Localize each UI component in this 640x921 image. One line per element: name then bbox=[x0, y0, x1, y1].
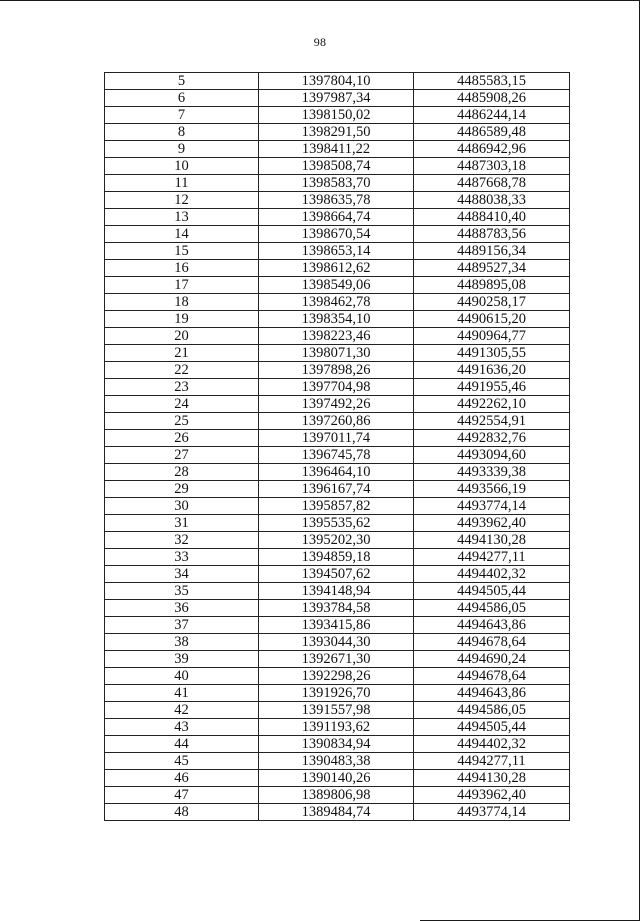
y-coordinate-cell: 4490258,17 bbox=[414, 294, 570, 311]
point-number-cell: 36 bbox=[105, 600, 259, 617]
x-coordinate-cell: 1398664,74 bbox=[259, 209, 414, 226]
point-number-cell: 12 bbox=[105, 192, 259, 209]
x-coordinate-cell: 1393044,30 bbox=[259, 634, 414, 651]
y-coordinate-cell: 4494277,11 bbox=[414, 549, 570, 566]
point-number-cell: 20 bbox=[105, 328, 259, 345]
point-number-cell: 29 bbox=[105, 481, 259, 498]
y-coordinate-cell: 4492262,10 bbox=[414, 396, 570, 413]
x-coordinate-cell: 1398612,62 bbox=[259, 260, 414, 277]
y-coordinate-cell: 4488038,33 bbox=[414, 192, 570, 209]
y-coordinate-cell: 4494643,86 bbox=[414, 617, 570, 634]
table-row bbox=[105, 787, 570, 804]
y-coordinate-cell: 4488410,40 bbox=[414, 209, 570, 226]
point-number-cell: 37 bbox=[105, 617, 259, 634]
x-coordinate-cell: 1394507,62 bbox=[259, 566, 414, 583]
y-coordinate-cell: 4494586,05 bbox=[414, 702, 570, 719]
x-coordinate-cell: 1397804,10 bbox=[259, 73, 414, 90]
table-row bbox=[105, 566, 570, 583]
point-number-cell: 24 bbox=[105, 396, 259, 413]
table-row bbox=[105, 651, 570, 668]
y-coordinate-cell: 4491305,55 bbox=[414, 345, 570, 362]
x-coordinate-cell: 1398150,02 bbox=[259, 107, 414, 124]
x-coordinate-cell: 1398411,22 bbox=[259, 141, 414, 158]
x-coordinate-cell: 1390834,94 bbox=[259, 736, 414, 753]
x-coordinate-cell: 1398549,06 bbox=[259, 277, 414, 294]
point-number-cell: 9 bbox=[105, 141, 259, 158]
table-row bbox=[105, 294, 570, 311]
point-number-cell: 47 bbox=[105, 787, 259, 804]
table-row bbox=[105, 430, 570, 447]
table-row bbox=[105, 175, 570, 192]
point-number-cell: 31 bbox=[105, 515, 259, 532]
point-number-cell: 21 bbox=[105, 345, 259, 362]
table-row bbox=[105, 804, 570, 821]
table-row bbox=[105, 464, 570, 481]
y-coordinate-cell: 4494402,32 bbox=[414, 736, 570, 753]
table-row bbox=[105, 379, 570, 396]
y-coordinate-cell: 4494690,24 bbox=[414, 651, 570, 668]
scan-border-top bbox=[0, 0, 640, 1]
x-coordinate-cell: 1392671,30 bbox=[259, 651, 414, 668]
table-row bbox=[105, 277, 570, 294]
point-number-cell: 22 bbox=[105, 362, 259, 379]
table-row bbox=[105, 481, 570, 498]
x-coordinate-cell: 1390140,26 bbox=[259, 770, 414, 787]
point-number-cell: 6 bbox=[105, 90, 259, 107]
point-number-cell: 11 bbox=[105, 175, 259, 192]
point-number-cell: 18 bbox=[105, 294, 259, 311]
y-coordinate-cell: 4487303,18 bbox=[414, 158, 570, 175]
y-coordinate-cell: 4494678,64 bbox=[414, 668, 570, 685]
x-coordinate-cell: 1398583,70 bbox=[259, 175, 414, 192]
y-coordinate-cell: 4492554,91 bbox=[414, 413, 570, 430]
y-coordinate-cell: 4490615,20 bbox=[414, 311, 570, 328]
table-row bbox=[105, 396, 570, 413]
table-row bbox=[105, 583, 570, 600]
x-coordinate-cell: 1397704,98 bbox=[259, 379, 414, 396]
x-coordinate-cell: 1396167,74 bbox=[259, 481, 414, 498]
table-row bbox=[105, 124, 570, 141]
x-coordinate-cell: 1398508,74 bbox=[259, 158, 414, 175]
y-coordinate-cell: 4493774,14 bbox=[414, 804, 570, 821]
coordinates-table-body bbox=[105, 73, 570, 821]
point-number-cell: 45 bbox=[105, 753, 259, 770]
table-row bbox=[105, 702, 570, 719]
table-row bbox=[105, 73, 570, 90]
table-row bbox=[105, 685, 570, 702]
y-coordinate-cell: 4485583,15 bbox=[414, 73, 570, 90]
page-number: 98 bbox=[313, 35, 327, 49]
table-row bbox=[105, 617, 570, 634]
x-coordinate-cell: 1389806,98 bbox=[259, 787, 414, 804]
y-coordinate-cell: 4494505,44 bbox=[414, 583, 570, 600]
table-row bbox=[105, 770, 570, 787]
point-number-cell: 32 bbox=[105, 532, 259, 549]
y-coordinate-cell: 4487668,78 bbox=[414, 175, 570, 192]
point-number-cell: 16 bbox=[105, 260, 259, 277]
y-coordinate-cell: 4486244,14 bbox=[414, 107, 570, 124]
y-coordinate-cell: 4490964,77 bbox=[414, 328, 570, 345]
table-row bbox=[105, 549, 570, 566]
point-number-cell: 43 bbox=[105, 719, 259, 736]
table-row bbox=[105, 719, 570, 736]
table-row bbox=[105, 532, 570, 549]
point-number-cell: 41 bbox=[105, 685, 259, 702]
point-number-cell: 7 bbox=[105, 107, 259, 124]
x-coordinate-cell: 1396464,10 bbox=[259, 464, 414, 481]
table-row bbox=[105, 447, 570, 464]
y-coordinate-cell: 4489527,34 bbox=[414, 260, 570, 277]
x-coordinate-cell: 1395857,82 bbox=[259, 498, 414, 515]
y-coordinate-cell: 4486942,96 bbox=[414, 141, 570, 158]
x-coordinate-cell: 1398354,10 bbox=[259, 311, 414, 328]
point-number-cell: 15 bbox=[105, 243, 259, 260]
point-number-cell: 40 bbox=[105, 668, 259, 685]
table-row bbox=[105, 600, 570, 617]
table-row bbox=[105, 515, 570, 532]
table-row bbox=[105, 107, 570, 124]
y-coordinate-cell: 4494402,32 bbox=[414, 566, 570, 583]
y-coordinate-cell: 4493774,14 bbox=[414, 498, 570, 515]
y-coordinate-cell: 4493339,38 bbox=[414, 464, 570, 481]
point-number-cell: 8 bbox=[105, 124, 259, 141]
table-row bbox=[105, 192, 570, 209]
x-coordinate-cell: 1397987,34 bbox=[259, 90, 414, 107]
point-number-cell: 38 bbox=[105, 634, 259, 651]
y-coordinate-cell: 4494586,05 bbox=[414, 600, 570, 617]
point-number-cell: 23 bbox=[105, 379, 259, 396]
x-coordinate-cell: 1396745,78 bbox=[259, 447, 414, 464]
x-coordinate-cell: 1393784,58 bbox=[259, 600, 414, 617]
table-row bbox=[105, 345, 570, 362]
y-coordinate-cell: 4493566,19 bbox=[414, 481, 570, 498]
table-row bbox=[105, 141, 570, 158]
y-coordinate-cell: 4494130,28 bbox=[414, 770, 570, 787]
table-row bbox=[105, 226, 570, 243]
y-coordinate-cell: 4494130,28 bbox=[414, 532, 570, 549]
y-coordinate-cell: 4493094,60 bbox=[414, 447, 570, 464]
table-row bbox=[105, 736, 570, 753]
x-coordinate-cell: 1392298,26 bbox=[259, 668, 414, 685]
point-number-cell: 28 bbox=[105, 464, 259, 481]
y-coordinate-cell: 4494678,64 bbox=[414, 634, 570, 651]
point-number-cell: 5 bbox=[105, 73, 259, 90]
x-coordinate-cell: 1390483,38 bbox=[259, 753, 414, 770]
x-coordinate-cell: 1397260,86 bbox=[259, 413, 414, 430]
y-coordinate-cell: 4494643,86 bbox=[414, 685, 570, 702]
x-coordinate-cell: 1398291,50 bbox=[259, 124, 414, 141]
point-number-cell: 13 bbox=[105, 209, 259, 226]
point-number-cell: 33 bbox=[105, 549, 259, 566]
table-row bbox=[105, 158, 570, 175]
table-row bbox=[105, 668, 570, 685]
x-coordinate-cell: 1397898,26 bbox=[259, 362, 414, 379]
y-coordinate-cell: 4488783,56 bbox=[414, 226, 570, 243]
point-number-cell: 19 bbox=[105, 311, 259, 328]
y-coordinate-cell: 4493962,40 bbox=[414, 787, 570, 804]
x-coordinate-cell: 1394859,18 bbox=[259, 549, 414, 566]
x-coordinate-cell: 1397492,26 bbox=[259, 396, 414, 413]
y-coordinate-cell: 4489156,34 bbox=[414, 243, 570, 260]
point-number-cell: 17 bbox=[105, 277, 259, 294]
point-number-cell: 39 bbox=[105, 651, 259, 668]
y-coordinate-cell: 4485908,26 bbox=[414, 90, 570, 107]
point-number-cell: 10 bbox=[105, 158, 259, 175]
table-row bbox=[105, 260, 570, 277]
table-row bbox=[105, 413, 570, 430]
table-row bbox=[105, 634, 570, 651]
y-coordinate-cell: 4489895,08 bbox=[414, 277, 570, 294]
x-coordinate-cell: 1393415,86 bbox=[259, 617, 414, 634]
table-row bbox=[105, 311, 570, 328]
y-coordinate-cell: 4491955,46 bbox=[414, 379, 570, 396]
x-coordinate-cell: 1398670,54 bbox=[259, 226, 414, 243]
x-coordinate-cell: 1389484,74 bbox=[259, 804, 414, 821]
point-number-cell: 14 bbox=[105, 226, 259, 243]
x-coordinate-cell: 1391193,62 bbox=[259, 719, 414, 736]
x-coordinate-cell: 1398071,30 bbox=[259, 345, 414, 362]
x-coordinate-cell: 1395535,62 bbox=[259, 515, 414, 532]
table-row bbox=[105, 209, 570, 226]
table-row bbox=[105, 243, 570, 260]
x-coordinate-cell: 1391557,98 bbox=[259, 702, 414, 719]
coordinates-table bbox=[104, 72, 570, 821]
table-row bbox=[105, 498, 570, 515]
x-coordinate-cell: 1394148,94 bbox=[259, 583, 414, 600]
x-coordinate-cell: 1398635,78 bbox=[259, 192, 414, 209]
x-coordinate-cell: 1398462,78 bbox=[259, 294, 414, 311]
x-coordinate-cell: 1398653,14 bbox=[259, 243, 414, 260]
x-coordinate-cell: 1398223,46 bbox=[259, 328, 414, 345]
y-coordinate-cell: 4494505,44 bbox=[414, 719, 570, 736]
point-number-cell: 27 bbox=[105, 447, 259, 464]
x-coordinate-cell: 1397011,74 bbox=[259, 430, 414, 447]
point-number-cell: 34 bbox=[105, 566, 259, 583]
point-number-cell: 42 bbox=[105, 702, 259, 719]
table-row bbox=[105, 328, 570, 345]
table-row bbox=[105, 362, 570, 379]
point-number-cell: 25 bbox=[105, 413, 259, 430]
point-number-cell: 35 bbox=[105, 583, 259, 600]
point-number-cell: 44 bbox=[105, 736, 259, 753]
x-coordinate-cell: 1391926,70 bbox=[259, 685, 414, 702]
y-coordinate-cell: 4493962,40 bbox=[414, 515, 570, 532]
y-coordinate-cell: 4494277,11 bbox=[414, 753, 570, 770]
point-number-cell: 46 bbox=[105, 770, 259, 787]
point-number-cell: 26 bbox=[105, 430, 259, 447]
y-coordinate-cell: 4492832,76 bbox=[414, 430, 570, 447]
table-row bbox=[105, 90, 570, 107]
point-number-cell: 30 bbox=[105, 498, 259, 515]
table-row bbox=[105, 753, 570, 770]
y-coordinate-cell: 4491636,20 bbox=[414, 362, 570, 379]
x-coordinate-cell: 1395202,30 bbox=[259, 532, 414, 549]
point-number-cell: 48 bbox=[105, 804, 259, 821]
y-coordinate-cell: 4486589,48 bbox=[414, 124, 570, 141]
